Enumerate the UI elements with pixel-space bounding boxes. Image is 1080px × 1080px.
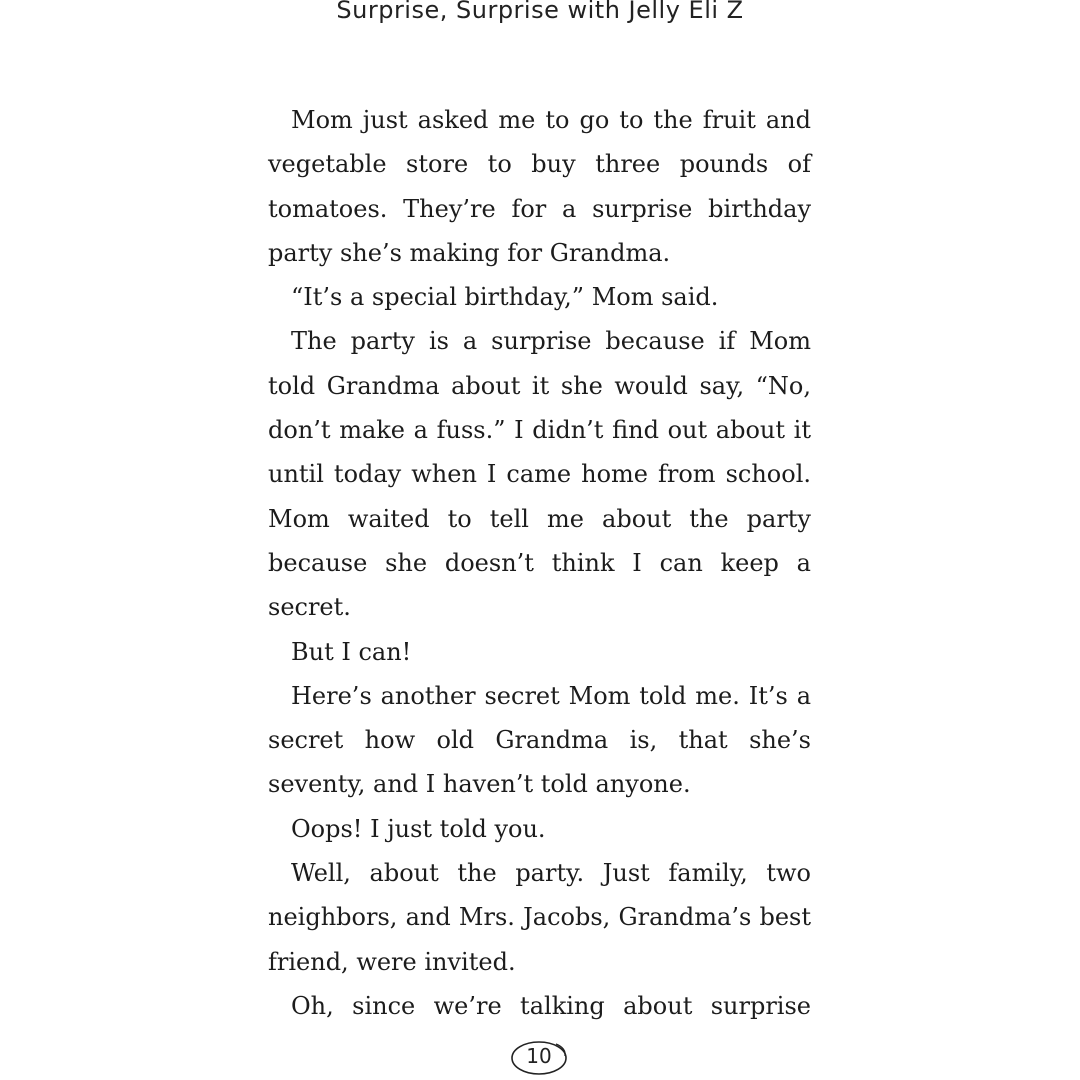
paragraph: But I can! [291, 637, 412, 666]
paragraph: “It’s a special birthday,” Mom said. [291, 283, 719, 312]
body-text [268, 98, 811, 1028]
paragraph: Oh, since we’re talking about surprise [291, 991, 811, 1020]
running-header: Surprise, Surprise with Jelly Eli Z [336, 0, 744, 24]
paragraph: Mom just asked me to go to the fruit and vegetable store to buy three pounds of tomatoes. They’re for a surprise birthday party she’s making for Grandma. [268, 106, 811, 267]
paragraph: Here’s another secret Mom told me. It’s a secret how old Grandma is, that she’s seventy, and I haven’t told anyone. [268, 681, 811, 799]
page-number-label: 10 [526, 1044, 552, 1068]
page-number [510, 1038, 568, 1076]
paragraph: Well, about the party. Just family, two neighbors, and Mrs. Jacobs, Grandma’s best friend, were invited. [268, 859, 811, 976]
paragraph: The party is a surprise because if Mom told Grandma about it she would say, “No, don’t make a fuss.” I didn’t find out about it until today when I came home from school. Mom waited to tell me about the party because she doesn’t think I can keep a secret. [268, 327, 811, 622]
paragraph: Oops! I just told you. [291, 814, 546, 843]
